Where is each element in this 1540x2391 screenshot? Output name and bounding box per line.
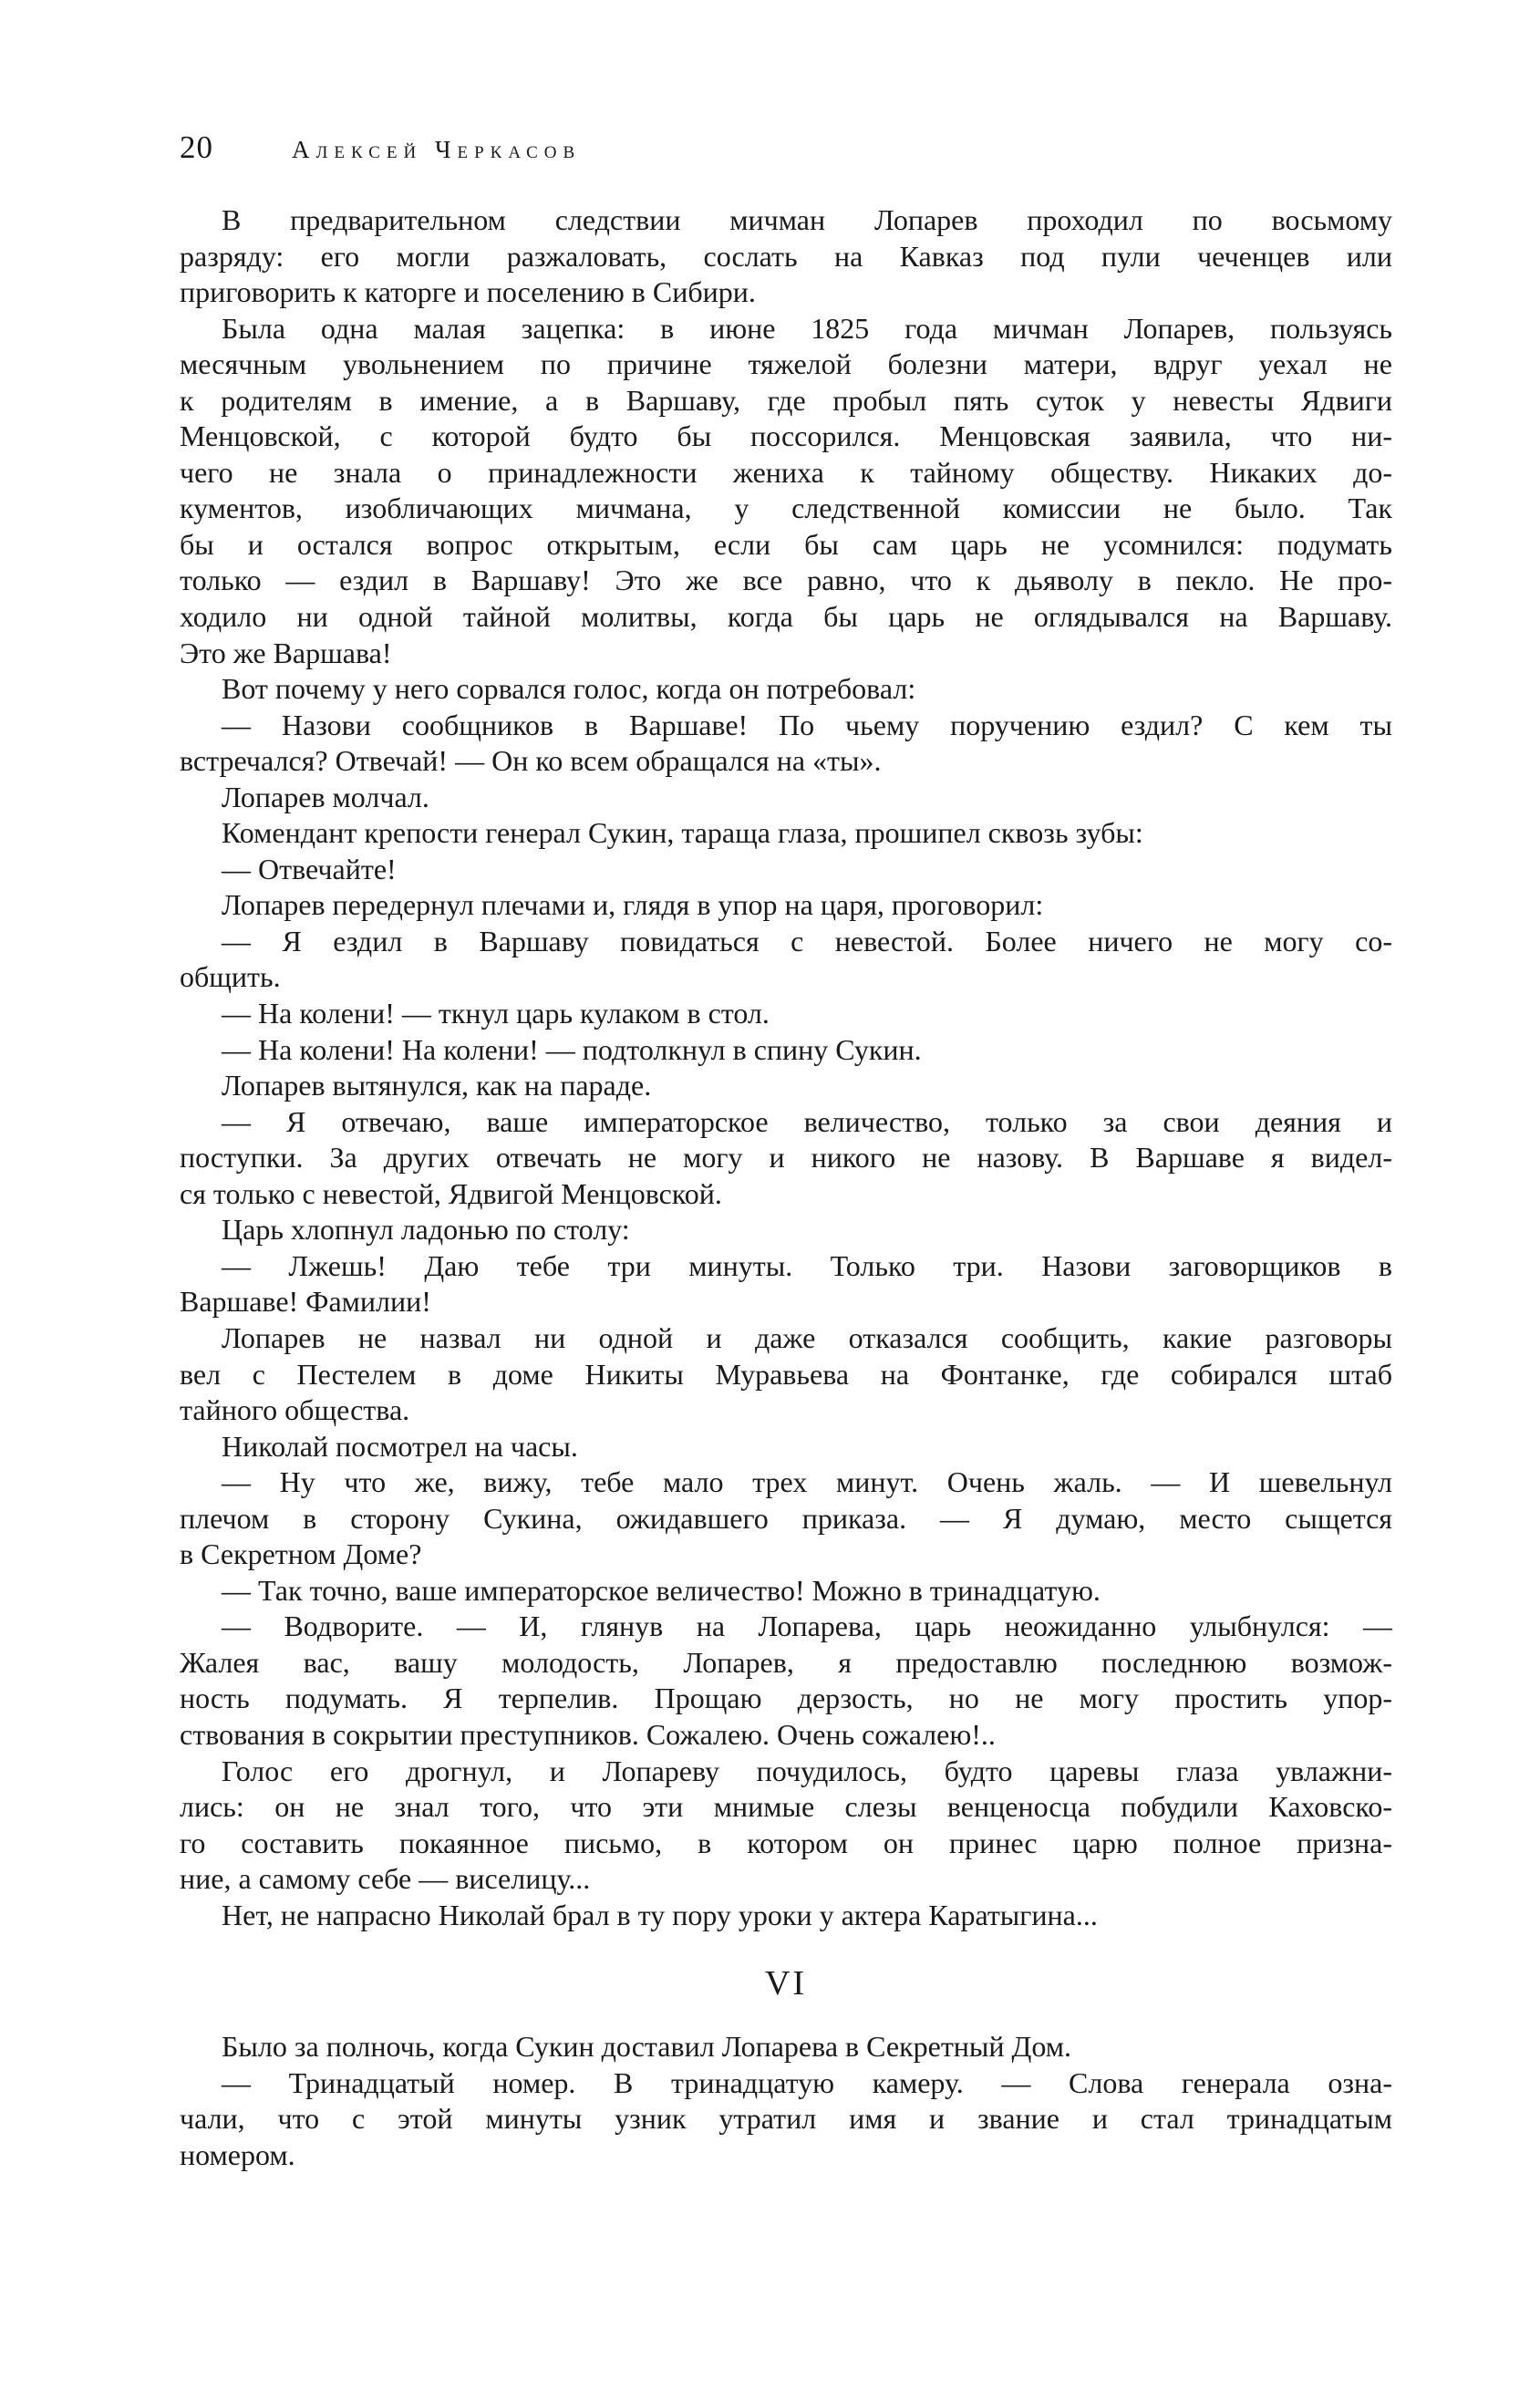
section-heading: VI bbox=[764, 1964, 808, 2003]
text-line: — Отвечайте! bbox=[222, 852, 397, 885]
text-line: — На колени! На колени! — подтолкнул в спину Сукин. bbox=[222, 1032, 922, 1066]
text-line: — Водворите. — И, глянув на Лопарева, царь неожиданно улыбнулся: — bbox=[222, 1610, 1392, 1643]
text-line: ность подумать. Я терпелив. Прощаю дерзость, но не могу простить упор- bbox=[180, 1682, 1392, 1715]
text-line: Комендант крепости генерал Сукин, тараща глаза, прошипел сквозь зубы: bbox=[222, 816, 1143, 850]
text-line: плечом в сторону Сукина, ожидавшего приказа. — Я думаю, место сыщется bbox=[180, 1501, 1392, 1535]
text-line: Голос его дрогнул, и Лопареву почудилось, будто царевы глаза увлажни- bbox=[222, 1754, 1392, 1787]
text-line: Лопарев вытянулся, как на параде. bbox=[222, 1069, 652, 1102]
text-line: чего не знала о принадлежности жениха к тайному обществу. Никаких до- bbox=[180, 455, 1392, 489]
text-line: разряду: его могли разжаловать, сослать на Кавказ под пули чеченцев или bbox=[180, 239, 1392, 273]
text-line: Лопарев передернул плечами и, глядя в упор на царя, проговорил: bbox=[222, 888, 1044, 922]
running-title: Алексей Черкасов bbox=[292, 136, 582, 163]
text-line: — Лжешь! Даю тебе три минуты. Только три. Назови заговорщиков в bbox=[222, 1248, 1392, 1282]
text-line: ствования в сокрытии преступников. Сожалею. Очень сожалею!.. bbox=[180, 1717, 996, 1751]
text-line: Варшаве! Фамилии! bbox=[180, 1285, 431, 1319]
text-line: поступки. За других отвечать не могу и никого не назову. В Варшаве я видел- bbox=[180, 1141, 1392, 1175]
text-line: — На колени! — ткнул царь кулаком в стол. bbox=[222, 997, 770, 1030]
text-line: Лопарев молчал. bbox=[222, 780, 429, 813]
text-line: — Я отвечаю, ваше императорское величество, только за свои деяния и bbox=[222, 1104, 1392, 1138]
text-line: бы и остался вопрос открытым, если бы сам царь не усомнился: подумать bbox=[180, 527, 1392, 561]
text-line: номером. bbox=[180, 2137, 295, 2171]
text-line: Было за полночь, когда Сукин доставил Лопарева в Секретный Дом. bbox=[222, 2030, 1072, 2063]
text-line: — Ну что же, вижу, тебе мало трех минут. Очень жаль. — И шевельнул bbox=[222, 1465, 1392, 1499]
text-line: — Тринадцатый номер. В тринадцатую камеру. — Слова генерала озна- bbox=[222, 2065, 1392, 2099]
text-line: Лопарев не назвал ни одной и даже отказался сообщить, какие разговоры bbox=[222, 1320, 1392, 1354]
text-line: кументов, изобличающих мичмана, у следственной комиссии не было. Так bbox=[180, 492, 1392, 525]
section-text bbox=[180, 2029, 1392, 2173]
text-line: Была одна малая зацепка: в июне 1825 года мичман Лопарев, пользуясь bbox=[222, 311, 1392, 345]
running-head bbox=[180, 129, 1392, 175]
main-text bbox=[180, 202, 1392, 1933]
page-number: 20 bbox=[180, 129, 213, 165]
text-line: Нет, не напрасно Николай брал в ту пору уроки у актера Каратыгина... bbox=[222, 1898, 1098, 1931]
text-line: только — ездил в Варшаву! Это же все равно, что к дьяволу в пекло. Не про- bbox=[180, 564, 1392, 597]
text-line: Вот почему у него сорвался голос, когда он потребовал: bbox=[222, 672, 916, 706]
text-line: ся только с невестой, Ядвигой Менцовской. bbox=[180, 1176, 722, 1210]
text-line: — Назови сообщников в Варшаве! По чьему поручению ездил? С кем ты bbox=[222, 708, 1392, 741]
text-line: общить. bbox=[180, 960, 281, 994]
text-line: лись: он не знал того, что эти мнимые слезы венценосца побудили Каховско- bbox=[180, 1790, 1392, 1824]
text-line: приговорить к каторге и поселению в Сибири. bbox=[180, 275, 756, 309]
text-line: Царь хлопнул ладонью по столу: bbox=[222, 1213, 630, 1247]
text-line: Менцовской, с которой будто бы поссорился. Менцовская заявила, что ни- bbox=[180, 419, 1392, 453]
text-line: к родителям в имение, а в Варшаву, где пробыл пять суток у невесты Ядвиги bbox=[180, 383, 1392, 417]
text-line: чали, что с этой минуты узник утратил имя и звание и стал тринадцатым bbox=[180, 2102, 1392, 2136]
text-line: тайного общества. bbox=[180, 1393, 410, 1427]
text-line: ходило ни одной тайной молитвы, когда бы царь не оглядывался на Варшаву. bbox=[180, 600, 1392, 634]
text-line: встречался? Отвечай! — Он ко всем обращался на «ты». bbox=[180, 744, 882, 778]
text-line: вел с Пестелем в доме Никиты Муравьева на Фонтанке, где собирался штаб bbox=[180, 1357, 1392, 1391]
text-line: в Секретном Доме? bbox=[180, 1537, 422, 1571]
text-line: ние, а самому себе — виселицу... bbox=[180, 1862, 591, 1896]
text-line: Это же Варшава! bbox=[180, 636, 392, 669]
text-line: месячным увольнением по причине тяжелой болезни матери, вдруг уехал не bbox=[180, 347, 1392, 381]
text-line: В предварительном следствии мичман Лопарев проходил по восьмому bbox=[222, 203, 1392, 236]
text-line: Жалея вас, вашу молодость, Лопарев, я предоставлю последнюю возмож- bbox=[180, 1645, 1392, 1679]
text-line: — Я ездил в Варшаву повидаться с невестой. Более ничего не могу со- bbox=[222, 924, 1392, 957]
text-line: Николай посмотрел на часы. bbox=[222, 1429, 578, 1463]
text-line: — Так точно, ваше императорское величество! Можно в тринадцатую. bbox=[222, 1573, 1101, 1607]
text-line: го составить покаянное письмо, в котором он принес царю полное призна- bbox=[180, 1826, 1392, 1859]
